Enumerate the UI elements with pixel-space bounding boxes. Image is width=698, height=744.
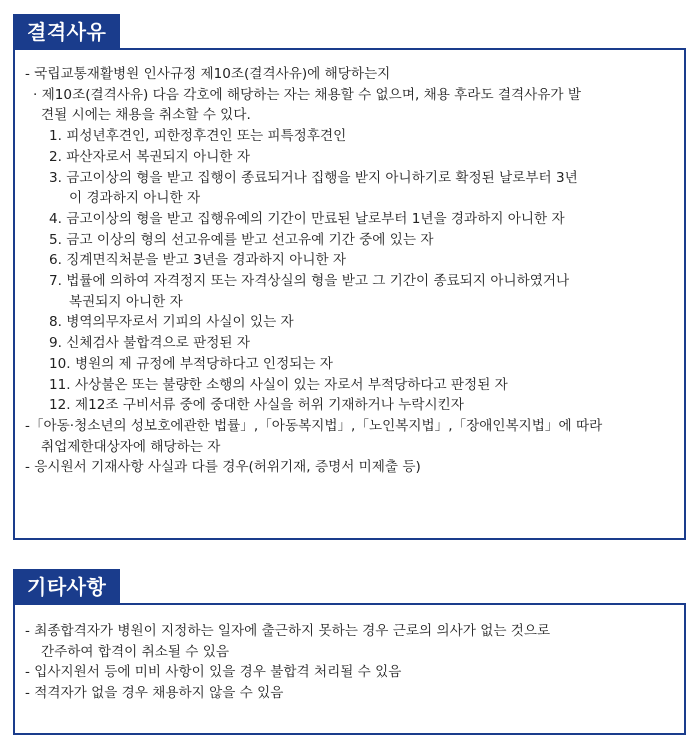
list-item: 6. 징계면직처분을 받고 3년을 경과하지 아니한 자 <box>49 252 347 269</box>
list-item: 7. 법률에 의하여 자격정지 또는 자격상실의 형을 받고 그 기간이 종료되지 아니하였거나 <box>49 273 570 290</box>
list-item-continued: 이 경과하지 아니한 자 <box>69 190 201 207</box>
text-line: · 제10조(결격사유) 다음 각호에 해당하는 자는 채용할 수 없으며, 채용 후라도 결격사유가 발 <box>33 86 582 103</box>
text-line: - 적격자가 없을 경우 채용하지 않을 수 있음 <box>25 685 284 702</box>
list-item: 9. 신체검사 불합격으로 판정된 자 <box>49 335 250 352</box>
list-item: 10. 병원의 제 규정에 부적당하다고 인정되는 자 <box>49 355 333 372</box>
disqualification-box <box>13 48 686 540</box>
text-line: - 국립교통재활병원 인사규정 제10조(결격사유)에 해당하는지 <box>25 66 391 82</box>
list-item: 8. 병역의무자로서 기피의 사실이 있는 자 <box>49 314 294 331</box>
section-disqualification <box>13 14 686 540</box>
text-line: - 최종합격자가 병원이 지정하는 일자에 출근하지 못하는 경우 근로의 의사가 없는 것으로 <box>25 623 551 639</box>
other-box <box>13 603 686 735</box>
text-line-continued: 취업제한대상자에 해당하는 자 <box>41 438 221 455</box>
section-title-disqualification: 결격사유 <box>13 14 120 50</box>
list-item: 5. 금고 이상의 형의 선고유예를 받고 선고유예 기간 중에 있는 자 <box>49 231 434 248</box>
section-other <box>13 569 686 735</box>
text-line: - 입사지원서 등에 미비 사항이 있을 경우 불합격 처리될 수 있음 <box>25 664 402 681</box>
section-title-other: 기타사항 <box>13 569 120 605</box>
list-item-continued: 복권되지 아니한 자 <box>69 293 183 310</box>
list-item: 12. 제12조 구비서류 중에 중대한 사실을 허위 기재하거나 누락시킨자 <box>49 397 464 414</box>
list-item: 3. 금고이상의 형을 받고 집행이 종료되거나 집행을 받지 아니하기로 확정된 날로부터 3년 <box>49 169 578 186</box>
list-item: 1. 피성년후견인, 피한정후견인 또는 피특정후견인 <box>49 128 347 145</box>
text-line: -「아동·청소년의 성보호에관한 법률」,「아동복지법」,「노인복지법」,「장애인복지법」에 따라 <box>25 417 603 434</box>
list-item: 2. 파산자로서 복권되지 아니한 자 <box>49 148 250 165</box>
text-line: 견될 시에는 채용을 취소할 수 있다. <box>41 107 251 124</box>
list-item: 11. 사상불온 또는 불량한 소행의 사실이 있는 자로서 부적당하다고 판정된 자 <box>49 376 508 393</box>
list-item: 4. 금고이상의 형을 받고 집행유예의 기간이 만료된 날로부터 1년을 경과하지 아니한 자 <box>49 210 565 227</box>
text-line: - 응시원서 기재사항 사실과 다를 경우(허위기재, 증명서 미제출 등) <box>25 459 421 476</box>
text-line-continued: 간주하여 합격이 취소될 수 있음 <box>41 643 229 660</box>
